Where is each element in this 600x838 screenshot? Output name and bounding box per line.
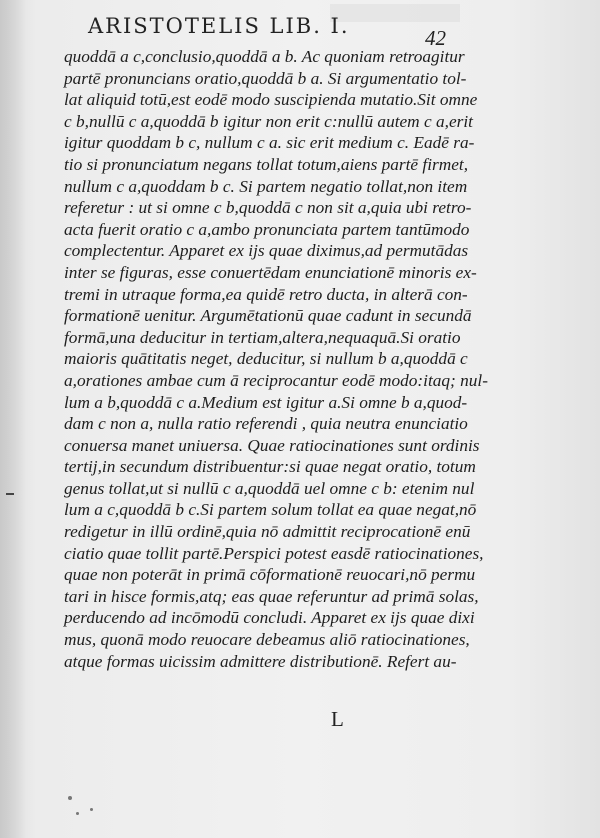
paper-speck xyxy=(68,796,72,800)
text-line: atque formas uicissim admittere distributionē. Refert au- xyxy=(64,651,457,671)
text-line: referetur : ut si omne c b,quoddā c non sit a,quia ubi retro- xyxy=(64,198,472,218)
text-line: a,orationes ambae cum ā reciprocantur eodē modo:itaq; nul- xyxy=(64,370,488,390)
text-line: nullum c a,quoddam b c. Si partem negatio tollat,non item xyxy=(64,176,468,196)
body-text xyxy=(64,46,488,672)
text-line: conuersa manet uniuersa. Quae ratiocinationes sunt ordinis xyxy=(64,435,480,455)
text-line: tertij,in secundum distribuentur:si quae negat oratio, totum xyxy=(64,457,476,477)
text-line: tari in hisce formis,atq; eas quae referuntur ad primā solas, xyxy=(64,586,479,606)
margin-mark xyxy=(6,493,14,495)
paper-speck xyxy=(76,812,79,815)
paper-speck xyxy=(90,808,93,811)
text-line: redigetur in illū ordinē,quia nō admittit reciprocationē enū xyxy=(64,522,471,542)
text-line: c b,nullū c a,quoddā b igitur non erit c:nullū autem c a,erit xyxy=(64,111,473,131)
text-line: maioris quātitatis neget, deducitur, si nullum b a,quoddā c xyxy=(64,349,468,369)
page-number: 42 xyxy=(425,26,446,50)
text-line: inter se figuras, esse conuertēdam enunciationē minoris ex- xyxy=(64,262,477,282)
text-line: lum a b,quoddā c a.Medium est igitur a.Si omne b a,quod- xyxy=(64,392,468,412)
text-line: acta fuerit oratio c a,ambo pronunciata partem tantūmodo xyxy=(64,219,470,239)
text-line: lat aliquid totū,est eodē modo suscipienda mutatio.Sit omne xyxy=(64,90,478,110)
signature-mark: L xyxy=(331,707,344,731)
text-line: formā,una deducitur in tertiam,altera,nequaquā.Si oratio xyxy=(64,327,461,347)
text-line: mus, quonā modo reuocare debeamus aliō ratiocinationes, xyxy=(64,630,470,650)
text-line: formationē uenitur. Argumētationū quae cadunt in secundā xyxy=(64,306,472,326)
text-line: tremi in utraque forma,ea quidē retro ducta, in alterā con- xyxy=(64,284,468,304)
text-line: complectentur. Apparet ex ijs quae diximus,ad permutādas xyxy=(64,241,469,261)
text-line: tio si pronunciatum negans tollat totum,aiens partē firmet, xyxy=(64,154,469,174)
text-line: dam c non a, nulla ratio referendi , quia neutra enunciatio xyxy=(64,414,468,434)
text-line: quae non poterāt in primā cōformationē reuocari,nō permu xyxy=(64,565,476,585)
text-line: lum a c,quoddā b c.Si partem solum tollat ea quae negat,nō xyxy=(64,500,477,520)
text-line: ciatio quae tollit partē.Perspici potest easdē ratiocinationes, xyxy=(64,543,484,563)
running-title: ARISTOTELIS LIB. I. xyxy=(88,14,350,38)
text-line: genus tollat,ut si nullū c a,quoddā uel omne c b: etenim nul xyxy=(64,478,475,498)
gutter-shadow xyxy=(0,0,26,838)
text-line: partē pronuncians oratio,quoddā b a. Si argumentatio tol- xyxy=(64,68,467,88)
text-line: quoddā a c,conclusio,quoddā a b. Ac quoniam retroagitur xyxy=(64,47,465,66)
text-line: igitur quoddam b c, nullum c a. sic erit medium c. Eadē ra- xyxy=(64,133,475,153)
text-line: perducendo ad incōmodū concludi. Apparet ex ijs quae dixi xyxy=(64,608,475,628)
